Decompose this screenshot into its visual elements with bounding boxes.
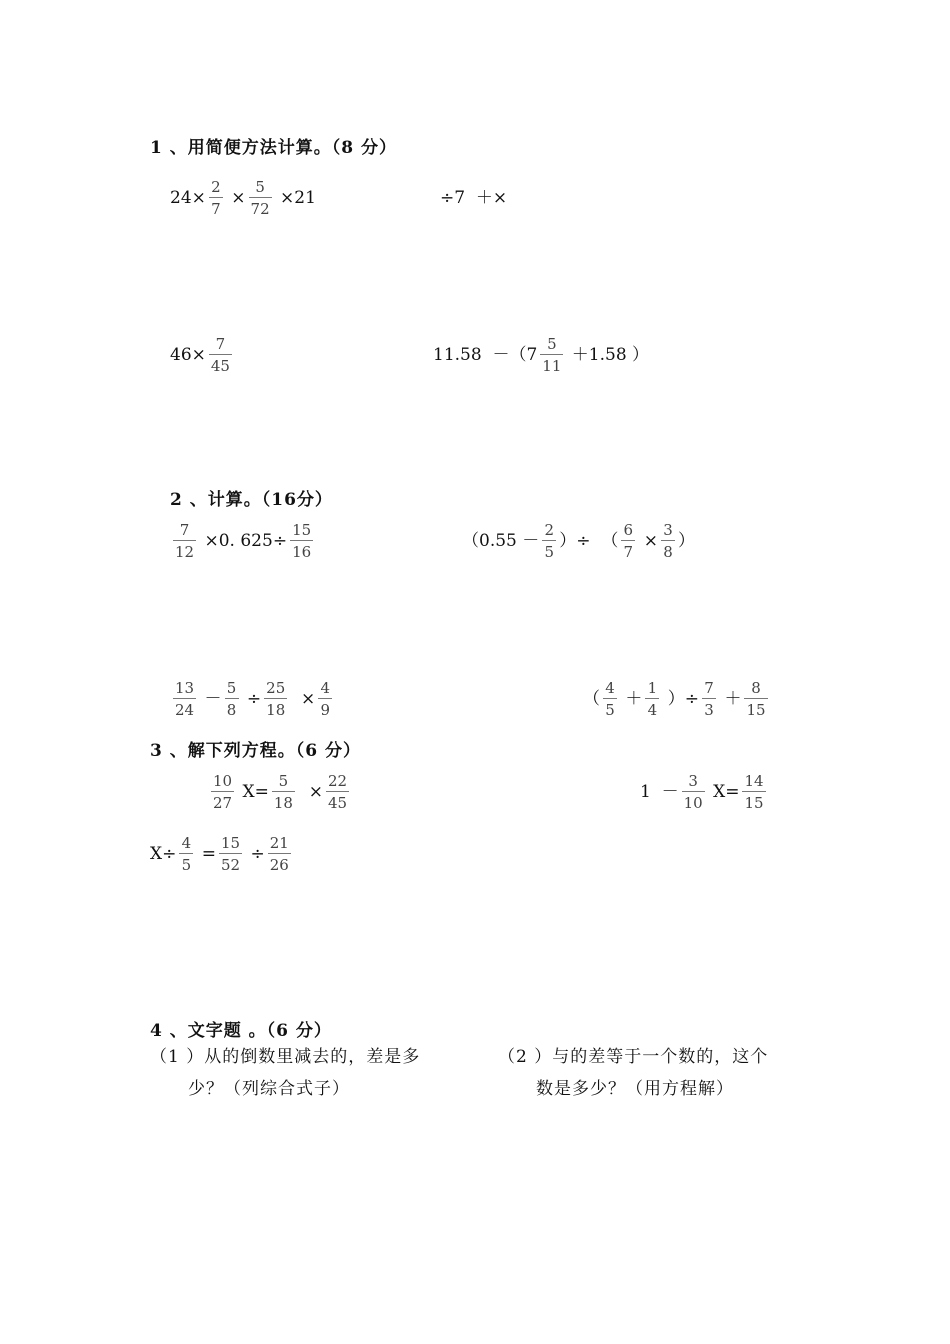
fraction-numerator: 4 (605, 678, 615, 697)
word-question-1 (150, 1041, 450, 1105)
fraction-denominator: 8 (663, 542, 673, 561)
problem-2-4 (583, 675, 771, 723)
fraction (645, 678, 659, 721)
fraction-numerator: 25 (266, 678, 286, 697)
expr-text: ÷7 ＋× (440, 188, 508, 208)
fraction-numerator: 4 (181, 833, 192, 852)
fraction (661, 520, 675, 563)
fraction-denominator: 5 (181, 855, 192, 874)
fraction (621, 520, 635, 563)
fraction (542, 520, 556, 563)
fraction-numerator: 5 (255, 177, 265, 196)
fraction-denominator: 24 (175, 700, 195, 719)
equation-3-3 (150, 830, 294, 878)
fraction-denominator: 8 (226, 700, 237, 719)
fraction-denominator: 18 (273, 793, 293, 812)
fraction-denominator: 15 (746, 700, 766, 719)
fraction-numerator: 4 (320, 678, 331, 697)
fraction-denominator: 5 (605, 700, 615, 719)
fraction-denominator: 9 (320, 700, 331, 719)
fraction (682, 771, 705, 814)
word-question-2-line1: （2 ）与的差等于一个数的，这个 (498, 1047, 769, 1067)
fraction-denominator: 4 (647, 700, 658, 719)
fraction-denominator: 27 (213, 793, 233, 812)
word-question-1-line1: （1 ）从的倒数里减去的，差是多 (150, 1047, 421, 1067)
expr-text: ）÷ （ (559, 531, 619, 551)
problem-1-1 (170, 174, 316, 222)
fraction-denominator: 45 (328, 793, 348, 812)
fraction (742, 771, 765, 814)
section-1-heading: 1 、用简便方法计算。（8 分） (150, 138, 397, 158)
fraction (225, 678, 239, 721)
fraction (326, 771, 349, 814)
expr-text: X= (237, 782, 269, 802)
fraction (179, 833, 193, 876)
fraction-denominator: 52 (221, 855, 241, 874)
fraction-denominator: 10 (683, 793, 703, 812)
fraction (272, 771, 295, 814)
section-4-heading: 4 、文字题 。（6 分） (150, 1021, 332, 1041)
fraction-denominator: 18 (266, 700, 286, 719)
fraction-numerator: 21 (269, 833, 289, 852)
expr-text: = (196, 844, 217, 864)
fraction-denominator: 12 (175, 542, 195, 561)
equation-3-1 (208, 768, 352, 816)
fraction-numerator: 5 (547, 334, 557, 353)
fraction-denominator: 7 (623, 542, 634, 561)
fraction (744, 678, 767, 721)
fraction-denominator: 72 (250, 199, 270, 218)
fraction-numerator: 7 (179, 520, 190, 539)
problem-2-3 (170, 675, 335, 723)
expr-text: X= (707, 782, 740, 802)
fraction (211, 771, 234, 814)
fraction (173, 678, 196, 721)
fraction (318, 678, 332, 721)
word-question-2 (498, 1041, 798, 1105)
expr-text: × (290, 689, 316, 709)
fraction-numerator: 2 (544, 520, 555, 539)
expr-text: ＋1.58 ） (566, 345, 650, 365)
fraction-denominator: 5 (544, 542, 555, 561)
expr-text: ÷ (245, 844, 265, 864)
expr-text: × (638, 531, 658, 551)
fraction (264, 678, 287, 721)
fraction-denominator: 26 (269, 855, 289, 874)
fraction-numerator: 22 (328, 771, 348, 790)
fraction (603, 678, 617, 721)
fraction (209, 177, 223, 220)
expr-text: ＋ (719, 689, 742, 709)
fraction-denominator: 15 (744, 793, 764, 812)
fraction-numerator: 2 (211, 177, 221, 196)
expr-text: ×0. 625÷ (199, 531, 288, 551)
expr-text: ×21 (274, 188, 316, 208)
expr-text: 11.58 －（7 (433, 345, 538, 365)
expr-text: 24× (170, 188, 206, 208)
fraction-numerator: 5 (226, 678, 237, 697)
fraction-numerator: 5 (278, 771, 289, 790)
fraction-denominator: 3 (704, 700, 714, 719)
expr-text: ÷ (241, 689, 262, 709)
expr-text: （ (583, 689, 600, 709)
fraction-numerator: 6 (623, 520, 634, 539)
fraction-numerator: 7 (704, 678, 714, 697)
fraction-numerator: 3 (663, 520, 673, 539)
section-3-heading: 3 、解下列方程。（6 分） (150, 741, 361, 761)
fraction (219, 833, 242, 876)
fraction (173, 520, 196, 563)
expr-text: 1 － (640, 782, 679, 802)
fraction (268, 833, 291, 876)
expr-text: ） (677, 531, 695, 551)
equation-3-2 (640, 768, 769, 816)
expr-text: ＋ (620, 689, 643, 709)
fraction-numerator: 14 (744, 771, 764, 790)
fraction (540, 334, 563, 377)
problem-2-1 (170, 517, 316, 565)
fraction-numerator: 10 (213, 771, 233, 790)
fraction-numerator: 15 (292, 520, 312, 539)
word-question-1-line2: 少？（列综合式子） (188, 1079, 350, 1099)
fraction (702, 678, 716, 721)
fraction (290, 520, 313, 563)
expr-text: ）÷ (662, 689, 700, 709)
fraction-denominator: 7 (211, 199, 221, 218)
expr-text: （0.55 － (462, 531, 540, 551)
word-question-2-line2: 数是多少？（用方程解） (536, 1079, 734, 1099)
fraction-numerator: 8 (751, 678, 761, 697)
section-2-heading: 2 、计算。（16分） (170, 490, 333, 510)
fraction-numerator: 13 (175, 678, 195, 697)
fraction-denominator: 11 (542, 356, 562, 375)
fraction-numerator: 1 (647, 678, 658, 697)
expr-text: － (199, 689, 222, 709)
fraction-numerator: 7 (215, 334, 226, 353)
fraction (209, 334, 232, 377)
problem-1-2 (440, 174, 507, 222)
problem-1-3 (170, 331, 235, 379)
fraction (249, 177, 272, 220)
expr-text: × (225, 188, 246, 208)
expr-text: × (297, 782, 324, 802)
problem-1-4 (433, 331, 649, 379)
fraction-denominator: 16 (292, 542, 312, 561)
fraction-numerator: 3 (688, 771, 698, 790)
expr-text: 46× (170, 345, 206, 365)
fraction-numerator: 15 (221, 833, 241, 852)
expr-text: X÷ (150, 844, 177, 864)
fraction-denominator: 45 (210, 356, 230, 375)
problem-2-2 (462, 517, 695, 565)
